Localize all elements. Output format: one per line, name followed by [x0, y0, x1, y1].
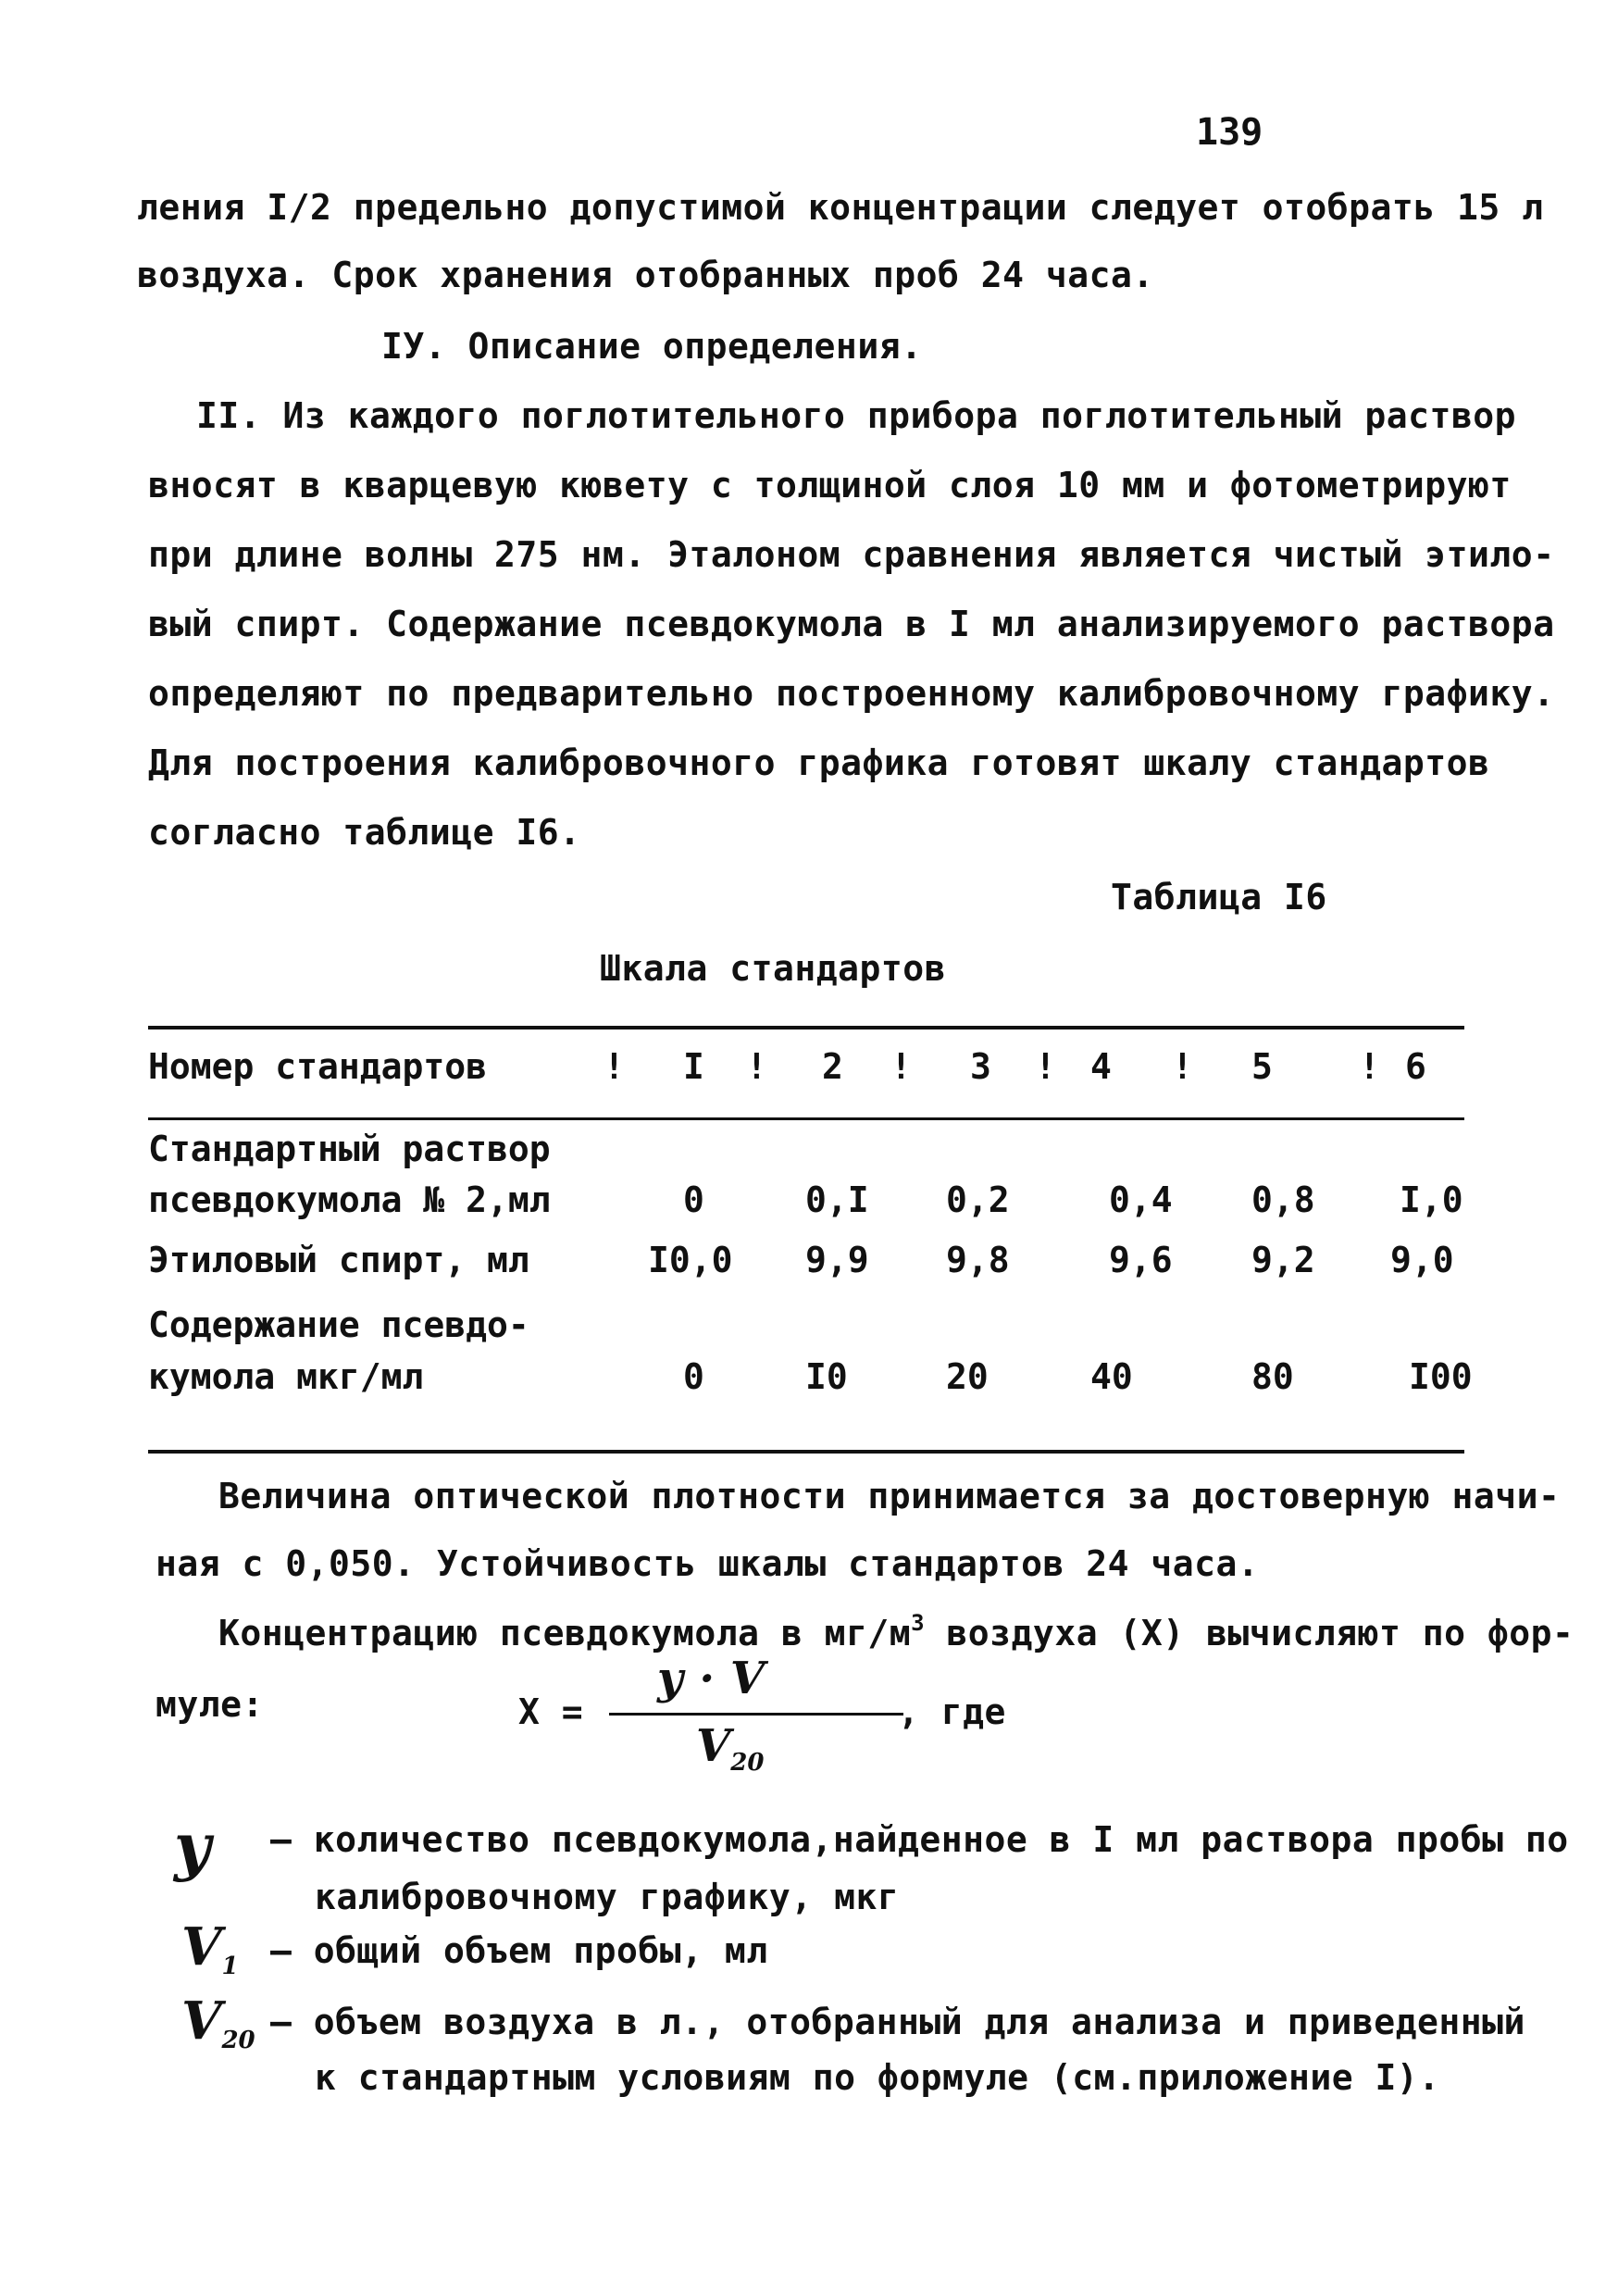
definition-symbol-v20: V20 [181, 1990, 255, 2054]
table-row-label: кумола мкг/мл [148, 1356, 424, 1397]
table-cell: I0 [805, 1356, 848, 1397]
table-cell: I,0 [1400, 1179, 1463, 1220]
table-top-rule [148, 1026, 1464, 1029]
paragraph-11-line-1: II. Из каждого поглотительного прибора поглотительный раствор [196, 395, 1517, 436]
table-row-label: Содержание псевдо- [148, 1304, 529, 1345]
paragraph-11-line-5: определяют по предварительно построенному калибровочному графику. [148, 673, 1555, 714]
paragraph-11-line-6: Для построения калибровочного графика готовят шкалу стандартов [148, 742, 1490, 783]
paragraph-11-line-4: вый спирт. Содержание псевдокумола в I мл анализируемого раствора [148, 604, 1555, 644]
formula-denominator-sub: 20 [730, 1749, 765, 1777]
table-cell: I0,0 [648, 1240, 733, 1280]
table-cell: I00 [1409, 1356, 1473, 1397]
paragraph-formula-text: Концентрацию псевдокумола в мг/м [218, 1613, 912, 1653]
section-heading: IУ. Описание определения. [381, 326, 923, 367]
page-number: 139 [1196, 111, 1263, 154]
table-caption-number: Таблица I6 [1111, 877, 1327, 917]
table-bottom-rule [148, 1450, 1464, 1454]
definition-symbol-y: у [174, 1810, 212, 1884]
table-cell: 0 [683, 1179, 704, 1220]
table-cell: 9,9 [805, 1240, 869, 1280]
formula-denominator [696, 1720, 765, 1777]
table-header-separator: ! [746, 1046, 767, 1087]
table-row-label: псевдокумола № 2,мл [148, 1179, 551, 1220]
table-header-col-2: 2 [822, 1046, 843, 1087]
table-header-label: Номер стандартов [148, 1046, 488, 1087]
table-header-col-6: 6 [1405, 1046, 1426, 1087]
table-cell: 0,8 [1251, 1179, 1315, 1220]
table-header-rule [148, 1117, 1464, 1120]
paragraph-formula-line-2: муле: [156, 1684, 264, 1725]
table-header-separator: ! [890, 1046, 912, 1087]
definition-line: – количество псевдокумола,найденное в I мл раствора пробы по [270, 1819, 1569, 1860]
paragraph-top-line-1: ления I/2 предельно допустимой концентрации следует отобрать 15 л [137, 187, 1544, 228]
table-cell: 9,2 [1251, 1240, 1315, 1280]
table-cell: 0 [683, 1356, 704, 1397]
table-cell: 9,8 [946, 1240, 1010, 1280]
paragraph-formula-text: воздуха (Х) вычисляют по фор- [925, 1613, 1574, 1653]
table-header-col-5: 5 [1251, 1046, 1273, 1087]
table-cell: 9,6 [1109, 1240, 1173, 1280]
table-header-col-4: 4 [1090, 1046, 1112, 1087]
formula [518, 1653, 1006, 1787]
table-cell: 0,4 [1109, 1179, 1173, 1220]
table-cell: 80 [1251, 1356, 1294, 1397]
definition-line: калибровочному графику, мкг [315, 1877, 900, 1917]
formula-lhs: Х = [518, 1691, 584, 1732]
table-cell: 9,0 [1390, 1240, 1454, 1280]
paragraph-top-line-2: воздуха. Срок хранения отобранных проб 24 часа. [137, 255, 1154, 295]
paragraph-11-line-2: вносят в кварцевую кювету с толщиной слоя 10 мм и фотометрируют [148, 465, 1512, 505]
definition-line: к стандартным условиям по формуле (см.приложение I). [315, 2057, 1440, 2098]
paragraph-11-line-3: при длине волны 275 нм. Эталоном сравнения является чистый этило- [148, 534, 1555, 575]
table-caption-title: Шкала стандартов [600, 948, 947, 989]
table-cell: 40 [1090, 1356, 1133, 1397]
table-header-separator: ! [1172, 1046, 1193, 1087]
superscript-3: 3 [911, 1610, 926, 1636]
paragraph-11-line-7: согласно таблице I6. [148, 812, 581, 853]
table-header-separator: ! [1359, 1046, 1380, 1087]
paragraph-density-line-2: ная с 0,050. Устойчивость шкалы стандартов 24 часа. [156, 1543, 1260, 1584]
table-row-label: Этиловый спирт, мл [148, 1240, 529, 1280]
formula-denominator-main: V [696, 1720, 731, 1772]
definition-line: – объем воздуха в л., отобранный для анализа и приведенный [270, 2002, 1525, 2042]
table-header-col-1: I [683, 1046, 704, 1087]
table-header-separator: ! [1035, 1046, 1056, 1087]
table-header-separator: ! [604, 1046, 625, 1087]
table-row-label: Стандартный раствор [148, 1129, 551, 1169]
table-cell: 0,2 [946, 1179, 1010, 1220]
table-cell: 0,I [805, 1179, 869, 1220]
paragraph-density-line-1: Величина оптической плотности принимается за достоверную начи- [218, 1476, 1561, 1516]
paragraph-formula-line-1 [218, 1610, 1574, 1653]
table-header-col-3: 3 [970, 1046, 991, 1087]
formula-trailer: , где [898, 1691, 1006, 1732]
table-cell: 20 [946, 1356, 989, 1397]
definition-line: – общий объем пробы, мл [270, 1930, 768, 1971]
definition-symbol-v1: V1 [181, 1916, 239, 1980]
fraction-bar [609, 1713, 903, 1716]
formula-numerator: у · V [657, 1653, 765, 1704]
